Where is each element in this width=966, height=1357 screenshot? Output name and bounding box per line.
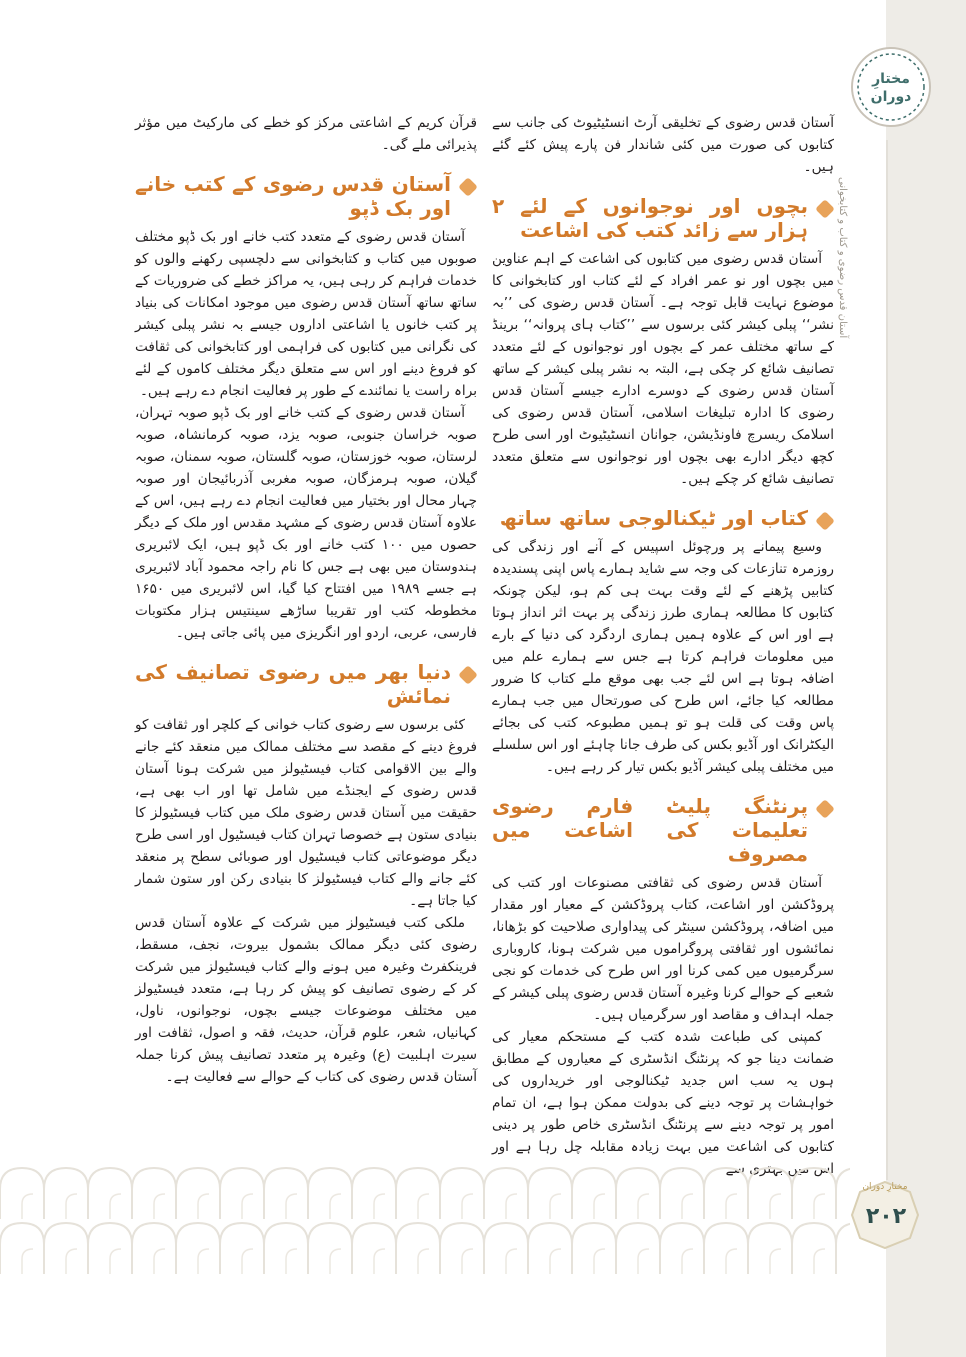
bullet-icon bbox=[815, 511, 835, 531]
badge-label: مختارِ دوران bbox=[862, 1182, 908, 1192]
section-title: دنیا بھر میں رضوی تصانیف کی نمائش bbox=[135, 660, 451, 708]
sidebar-divider bbox=[886, 140, 888, 1180]
footer-pattern bbox=[0, 1164, 850, 1274]
section-title: پرنٹنگ پلیٹ فارم رضوی تعلیمات کی اشاعت میں مصروف bbox=[492, 794, 808, 866]
bullet-icon bbox=[815, 199, 835, 219]
section-title: آستان قدس رضوی کے کتب خانے اور بک ڈپو bbox=[135, 172, 451, 220]
section-title: بچوں اور نوجوانوں کے لئے ۲ ہزار سے زائد کتب کی اشاعت bbox=[492, 194, 808, 242]
section-heading bbox=[135, 172, 477, 220]
page-number: ۲۰۲ bbox=[865, 1204, 907, 1229]
bullet-icon bbox=[458, 665, 478, 685]
section-heading bbox=[135, 660, 477, 708]
intro-paragraph: قرآن کریم کے اشاعتی مرکز کو خطے کی مارکیٹ میں مؤثر پذیرائی ملے گی۔ bbox=[135, 115, 477, 153]
paragraph: ملکی کتب فیسٹیولز میں شرکت کے علاوہ آستان قدس رضوی کئی دیگر ممالک بشمول بیروت، نجف، مسقط، فرینکفرٹ وغیرہ میں ہونے والے کتاب فیسٹیولز میں شرکت کر کے رضوی تصانیف کو پیش کر رہا ہے، متعدد فیسٹیولز میں مختلف موضوعات جیسے بچوں، نوجوانوں، ناول، کہانیاں، شعر، علوم قرآن، حدیث، فقہ و اصول، ثقافت اور سیرت اہلبیت (ع) وغیرہ پر متعدد تصانیف پیش کرنا جملہ آستان قدس رضوی کی کتاب کے حوالے سے فعالیت ہے۔ bbox=[135, 915, 477, 1085]
paragraph: کمپنی کی طباعت شدہ کتب کے مستحکم معیار کی ضمانت دینا جو کہ پرنٹنگ انڈسٹری کے معیاروں کے مطابق ہوں یہ سب اس جدید ٹیکنالوجی اور خریداروں کی خواہشات پر توجہ دینے کی بدولت ممکن ہوا ہے، ان تمام امور پر توجہ دینے سے پرنٹنگ انڈسٹری خاص طور پر دینی کتابوں کی اشاعت میں بہت زیادہ مقابلہ چل رہا ہے اور bbox=[492, 1029, 834, 1155]
sidebar bbox=[837, 0, 966, 1357]
paragraph: آستان قدس رضوی کے متعدد کتب خانے اور بک ڈپو مختلف صوبوں میں کتاب و کتابخوانی سے دلچسپی رکھنے والوں کو خدمات فراہم کر رہی ہیں، یہ مراکز خطے کی ضروریات کے ساتھ ساتھ آستان قدس رضوی میں موجود امکانات کی بنیاد پر کتب خانوں یا اشاعتی اداروں جیسے بہ نشر پبلی کیشر کی نگرانی میں کتابوں کی فراہمی اور کتابخوانی کی ثقافت کو فروغ دینے اور اس سے متعلق دیگر مختلف کاموں کے لئے براہ راست یا نمائندے کے طور پر فعالیت انجام دے رہے ہیں۔ bbox=[135, 229, 477, 399]
paragraph: آستان قدس رضوی میں کتابوں کی اشاعت کے اہم عناوین میں بچوں اور نو عمر افراد کے لئے کتاب اور کتابخوانی کا موضوع نہایت قابل توجہ ہے۔ آستان قدس رضوی کی ’’بہ نشر‘‘ پبلی کیشر کئی برسوں سے ’’کتاب ہای پروانہ‘‘ برینڈ کے ساتھ مختلف عمر کے بچوں اور نوجوانوں کے لئے متعدد تصانیف شائع کر چکی ہے، البتہ بہ نشر پبلی کیشر کے ساتھ آستان قدس رضوی کے دوسرے ادارے جیسے آستان قدس رضوی کا ادارہ تبلیغات اسلامی، آستان قدس رضوی کی اسلامک ریسرچ فاونڈیشن، جوانان انسٹیٹیوٹ اور اسی طرح کچھ دیگر ادارے بھی بچوں اور نوجوانوں سے متعلق متعدد تصانیف شائع کر چکے ہیں۔ bbox=[492, 251, 834, 487]
section-heading bbox=[492, 794, 834, 866]
paragraph: آستان قدس رضوی کے کتب خانے اور بک ڈپو صوبہ تہران، صوبہ خراسان جنوبی، صوبہ یزد، صوبہ کرمانشاہ، صوبہ لرستان، صوبہ خوزستان، صوبہ گلستان، صوبہ سمنان، صوبہ گیلان، صوبہ ہرمزگان، صوبہ مغربی آذربائیجان اور صوبہ چہار محال اور بختیار میں فعالیت انجام دے رہے ہیں، اس کے علاوہ آستان قدس رضوی کے مشہد مقدس اور ملک کے دیگر حصوں میں ۱۰۰ کتب خانے اور بک ڈپو ہیں، ایک لائبریری ہندوستان میں بھی ہے جس کا نام راجہ محمود آباد لائبریری ہے جسے ۱۹۸۹ میں افتتاح کیا گیا، اس لائبریری میں ۱۶۵۰ مخطوطہ کتب اور تقریبا ساڑھے سینتیس ہزار مکتوبات فارسی، عربی، اردو اور انگریزی میں پائی جاتی ہیں۔ bbox=[135, 405, 478, 641]
bullet-icon bbox=[458, 177, 478, 197]
paragraph: کئی برسوں سے رضوی کتاب خوانی کے کلچر اور ثقافت کو فروغ دینے کے مقصد سے مختلف ممالک میں منعقد کئے جانے والے بین الاقوامی کتاب فیسٹیولز میں شرکت ہونا آستان قدس رضوی کے ایجنڈے میں شامل تھا اور اب بھی ہے، حقیقت میں آستان قدس رضوی ملک میں کتاب فیسٹیولز کا بنیادی ستون ہے خصوصا تہران کتاب فیسٹیول اور اسی طرح دیگر موضوعاتی کتاب فیسٹیول اور صوبائی سطح پر منعقد کئے جانے والے کتاب فیسٹیولز کا بنیادی رکن اور ستون شمار کیا جاتا ہے۔ bbox=[135, 717, 477, 909]
column-left bbox=[135, 112, 477, 1088]
paragraph: وسیع پیمانے پر ورچوئل اسپیس کے آنے اور زندگی کی روزمرہ تنازعات کی وجہ سے شاید ہمارے پاس اپنی پسندیدہ کتابیں پڑھنے کے لئے وقت بہت ہی کم ہو، لیکن چونکہ کتابوں کا مطالعہ ہماری طرز زندگی پر بہت اثر انداز ہوتا ہے اور اس کے علاوہ ہمیں ہماری اردگرد کی دنیا کے بارے میں معلومات فراہم کرتا ہے جس سے ہمارے علم میں اضافہ ہوتا ہے اس لئے جب بھی موقع ملے کتاب کا ضرور مطالعہ کیا جائے، اس طرح کی صورتحال میں جب ہمارے پاس وقت کی قلت ہو تو ہمیں مطبوعہ کتب کی بجائے الیکٹرانک اور آڈیو بکس کی طرف جانا چاہئے اور اس سلسلے میں مختلف پبلی کیشر آڈیو بکس تیار کر رہے ہیں۔ bbox=[492, 539, 834, 775]
paragraph: آستان قدس رضوی کی ثقافتی مصنوعات اور کتب کی پروڈکشن اور اشاعت، کتاب پروڈکشن کے معیار اور مقدار میں اضافہ، پروڈکشن سینٹر کی پیداواری صلاحیت کو بڑھانا، نمائشوں اور ثقافتی پروگراموں میں شرکت ہونا، کاروباری سرگرمیوں میں کمی کرنا اور اس طرح کی خدمات کو نجی شعبے کے حوالے کرنا وغیرہ آستان قدس رضوی پبلی کیشر کے جملہ اہداف و مقاصد اور سرگرمیاں ہیں۔ bbox=[492, 875, 834, 1023]
bullet-icon bbox=[815, 799, 835, 819]
sidebar-band bbox=[886, 0, 966, 1357]
section-title: کتاب اور ٹیکنالوجی ساتھ ساتھ bbox=[499, 506, 808, 530]
logo-text: مختارِ دوران bbox=[870, 71, 912, 105]
intro-paragraph: آستان قدس رضوی کے تخلیقی آرٹ انسٹیٹیوٹ کی جانب سے کتابوں کی صورت میں کئی شاندار فن پارے پیش کئے گئے ہیں۔ bbox=[492, 115, 834, 175]
running-header: آستان قدس رضوی و کتاب و کتابخوانی bbox=[837, 176, 848, 338]
section-heading bbox=[492, 194, 834, 242]
section-heading bbox=[492, 506, 834, 530]
column-right bbox=[492, 112, 834, 1180]
